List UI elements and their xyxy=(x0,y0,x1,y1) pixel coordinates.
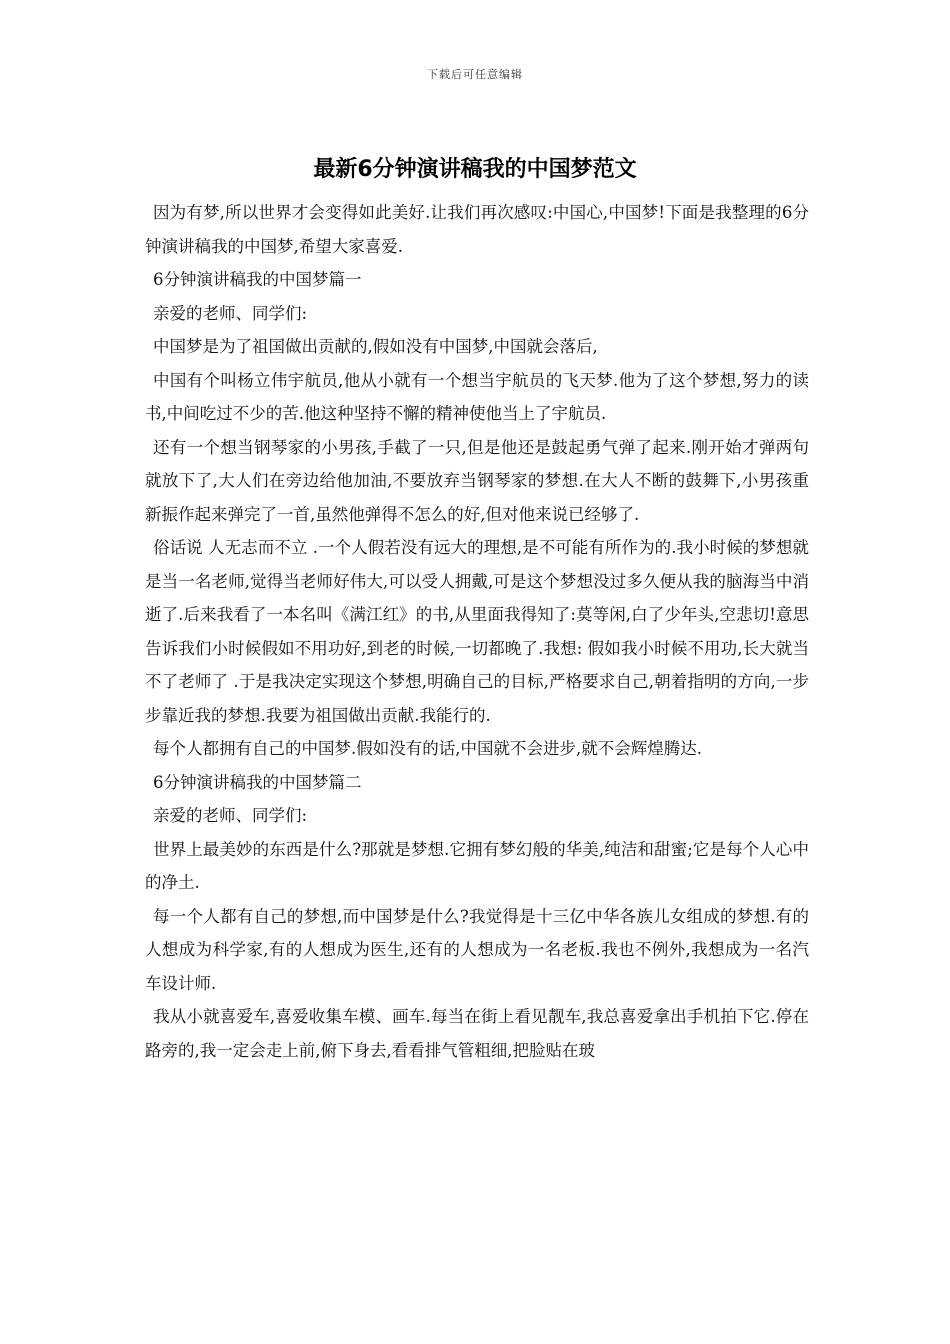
salutation: 亲爱的老师、同学们: xyxy=(153,303,308,323)
paragraph: 还有一个想当钢琴家的小男孩,手截了一只,但是他还是鼓起勇气弹了起来.刚开始才弹两句就放下了,大人们在旁边给他加油,不要放弃当钢琴家的梦想.在大人不断的鼓舞下,小男孩重新振作起来弹完了一首,虽然他弹得不怎么的好,但对他来说已经够了. xyxy=(145,437,809,524)
paragraph: 中国有个叫杨立伟宇航员,他从小就有一个想当宇航员的飞天梦.他为了这个梦想,努力的读书,中间吃过不少的苦.他这种坚持不懈的精神使他当上了宇航员. xyxy=(145,370,809,423)
salutation: 亲爱的老师、同学们: xyxy=(153,806,308,825)
paragraph: 因为有梦,所以世界才会变得如此美好.让我们再次感叹:中国心,中国梦!下面是我整理的6分钟演讲稿我的中国梦,希望大家喜爱. xyxy=(145,203,809,256)
paragraph: 俗话说 人无志而不立 .一个人假若没有远大的理想,是不可能有所作为的.我小时候的梦想就是当一名老师,觉得当老师好伟大,可以受人拥戴,可是这个梦想没过多久便从我的脑海当中消逝了.后来我看了一本名叫《满江红》的书,从里面我得知了:莫等闲,白了少年头,空悲切!意思告诉我们小时候假如不用功好,到老的时候,一切都晚了.我想: 假如我小时候不用功,长大就当不了老师了 .于是我决定实现这个梦想,明确自己的目标,严格要求自己,朝着指明的方向,一步步靠近我的梦想.我要为祖国做出贡献.我能行的. xyxy=(145,538,809,725)
section-heading-2: 6分钟演讲稿我的中国梦篇二 xyxy=(153,772,362,792)
header-note: 下载后可任意编辑 xyxy=(427,68,523,81)
paragraph: 每个人都拥有自己的中国梦.假如没有的话,中国就不会进步,就不会辉煌腾达. xyxy=(153,739,702,758)
document-title: 最新6分钟演讲稿我的中国梦范文 xyxy=(313,157,637,182)
paragraph: 我从小就喜爱车,喜爱收集车模、画车.每当在街上看见靓车,我总喜爱拿出手机拍下它.停在路旁的,我一定会走上前,俯下身去,看看排气管粗细,把脸贴在玻 xyxy=(145,1007,809,1060)
paragraph: 每一个人都有自己的梦想,而中国梦是什么?我觉得是十三亿中华各族儿女组成的梦想.有的人想成为科学家,有的人想成为医生,还有的人想成为一名老板.我也不例外,我想成为一名汽车设计师. xyxy=(145,906,809,993)
paragraph: 中国梦是为了祖国做出贡献的,假如没有中国梦,中国就会落后, xyxy=(153,337,598,356)
document-body xyxy=(145,196,809,1067)
section-heading-1: 6分钟演讲稿我的中国梦篇一 xyxy=(153,270,362,289)
paragraph: 世界上最美妙的东西是什么?那就是梦想.它拥有梦幻般的华美,纯洁和甜蜜;它是每个人心中的净土. xyxy=(145,839,809,892)
